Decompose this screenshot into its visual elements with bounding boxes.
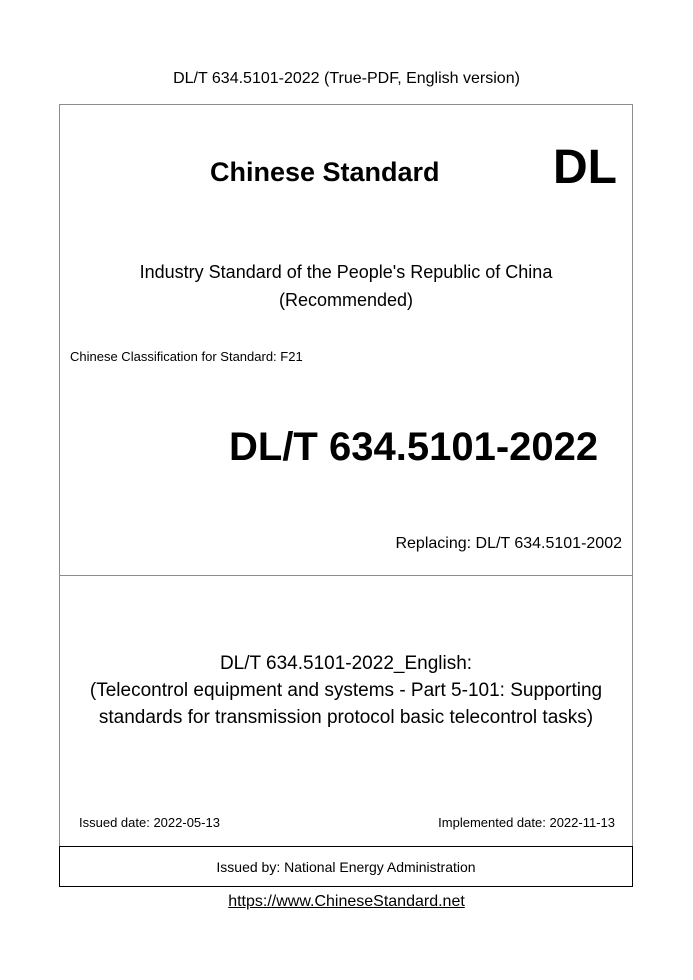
english-title-line: DL/T 634.5101-2022_English: [219,653,473,674]
industry-line: Industry Standard of the People's Republic of China [139,262,553,282]
english-title [59,650,633,731]
cover-title: Chinese Standard [210,157,440,187]
issuer-box [59,846,633,887]
replacing-text: Replacing: DL/T 634.5101-2002 [395,535,622,552]
section-divider [59,575,633,576]
english-title-line: standards for transmission protocol basic telecontrol tasks) [98,707,594,728]
standard-number: DL/T 634.5101-2022 [229,425,599,469]
classification-text: Chinese Classification for Standard: F21 [70,349,303,364]
website-link[interactable]: https://www.ChineseStandard.net [228,893,465,910]
english-title-line: (Telecontrol equipment and systems - Part 5-101: Supporting [89,680,603,701]
footer [0,893,693,911]
issued-by-text: Issued by: National Energy Administration [216,858,476,875]
cover-frame [59,104,633,886]
implemented-date: Implemented date: 2022-11-13 [438,815,615,830]
category-mark: DL [553,141,617,194]
industry-standard-label [59,258,633,314]
recommended-line: (Recommended) [278,290,414,310]
document-header: DL/T 634.5101-2022 (True-PDF, English version) [173,70,520,87]
issued-date: Issued date: 2022-05-13 [79,815,220,830]
